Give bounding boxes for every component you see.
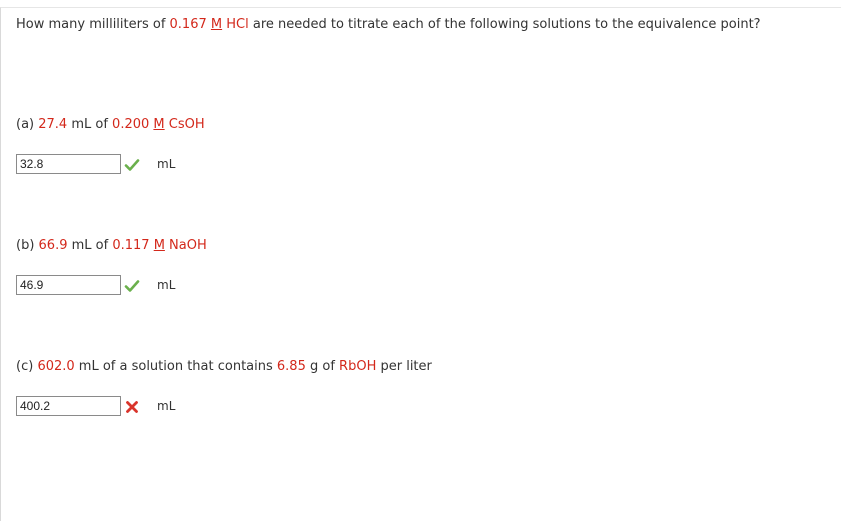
check-icon <box>124 157 140 173</box>
part-volume: 66.9 <box>38 238 68 253</box>
cross-icon <box>124 399 140 415</box>
acid-formula: HCl <box>226 17 249 32</box>
molar-unit: M <box>153 117 165 132</box>
unit-label: mL <box>157 278 176 292</box>
question-text <box>16 17 761 32</box>
part-concentration: 0.117 <box>112 238 150 253</box>
part-volume: 27.4 <box>38 117 68 132</box>
part-b-answer-input[interactable] <box>16 275 121 295</box>
part-concentration: 0.200 <box>112 117 150 132</box>
part-mass: 6.85 <box>276 359 306 374</box>
part-text: mL of <box>67 238 113 253</box>
part-b-label <box>16 238 207 253</box>
acid-concentration: 0.167 <box>169 17 207 32</box>
check-icon <box>124 278 140 294</box>
molar-unit: M <box>153 238 165 253</box>
part-text: per liter <box>376 359 432 374</box>
part-a-answer-input[interactable] <box>16 154 121 174</box>
part-base-formula: NaOH <box>169 238 207 253</box>
part-letter: (a) <box>16 117 39 132</box>
part-text: g of <box>305 359 340 374</box>
question-suffix: are needed to titrate each of the following solutions to the equivalence point? <box>248 17 761 32</box>
part-text: mL of a solution that contains <box>74 359 277 374</box>
part-letter: (b) <box>16 238 39 253</box>
part-a-label <box>16 117 205 132</box>
unit-label: mL <box>157 157 176 171</box>
part-c-answer-input[interactable] <box>16 396 121 416</box>
part-text: mL of <box>67 117 113 132</box>
part-base-formula: CsOH <box>168 117 205 132</box>
unit-label: mL <box>157 399 176 413</box>
part-base-formula: RbOH <box>339 359 377 374</box>
molar-unit: M <box>210 17 223 32</box>
part-letter: (c) <box>16 359 38 374</box>
part-volume: 602.0 <box>37 359 75 374</box>
question-panel <box>0 7 841 521</box>
question-prefix: How many milliliters of <box>16 17 170 32</box>
part-c-label <box>16 359 432 374</box>
